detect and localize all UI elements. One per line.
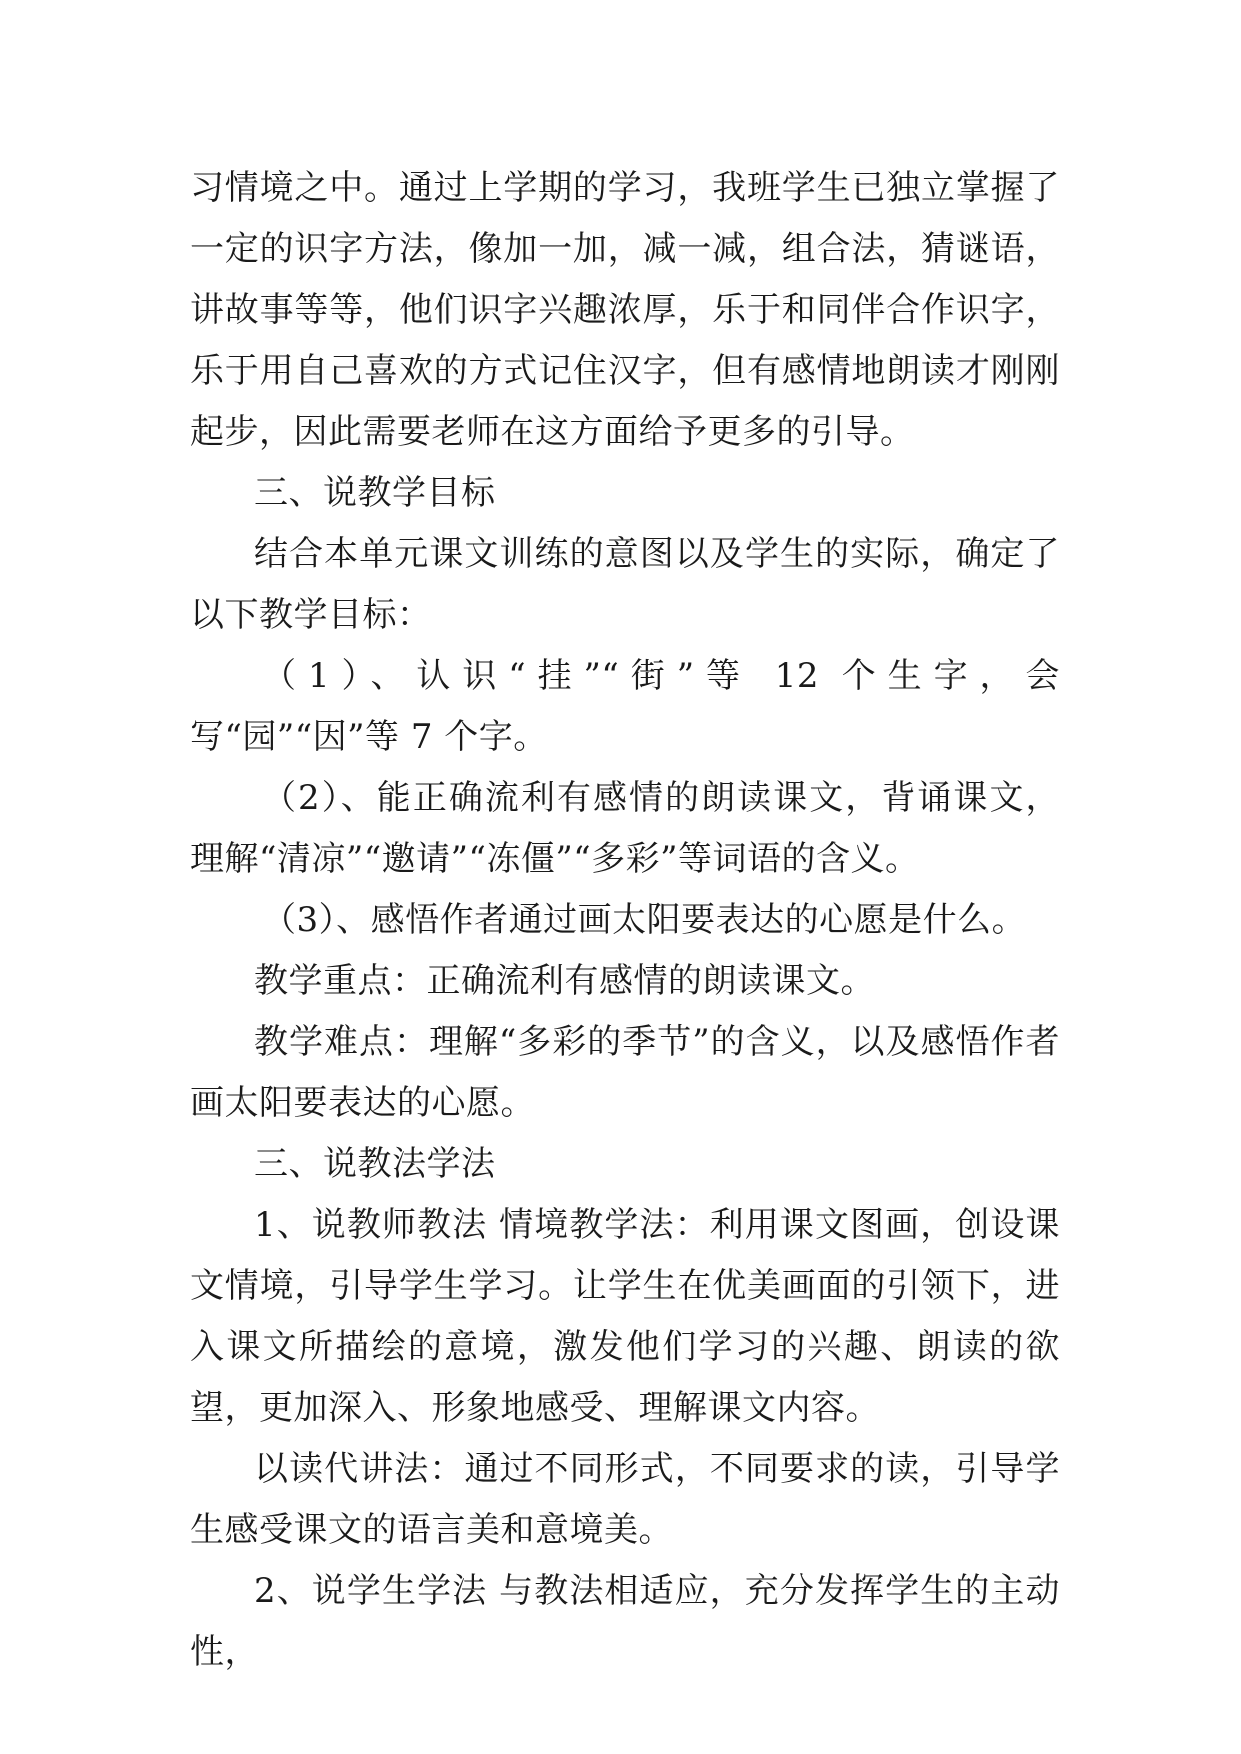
paragraph-teacher-method: 1、说教师教法 情境教学法：利用课文图画，创设课文情境，引导学生学习。让学生在优美画面的引领下，进入课文所描绘的意境，激发他们学习的兴趣、朗读的欲望，更加深入、形象地感受、理解课文内容。 [190, 1205, 1060, 1428]
document-body [190, 158, 1060, 1683]
paragraph-student-method: 2、说学生学法 与教法相适应，充分发挥学生的主动性， [190, 1571, 1060, 1672]
heading-teaching-goals: 三、说教学目标 [254, 473, 496, 513]
paragraph-key-point: 教学重点：正确流利有感情的朗读课文。 [254, 961, 875, 1001]
paragraph-difficult-point: 教学难点：理解“多彩的季节”的含义，以及感悟作者画太阳要表达的心愿。 [190, 1022, 1060, 1123]
paragraph-reading-method: 以读代讲法：通过不同形式，不同要求的读，引导学生感受课文的语言美和意境美。 [190, 1449, 1060, 1550]
paragraph-goals-intro: 结合本单元课文训练的意图以及学生的实际，确定了以下教学目标： [190, 534, 1060, 635]
paragraph-goal-3: （3）、感悟作者通过画太阳要表达的心愿是什么。 [262, 900, 1027, 940]
paragraph-goal-2: （2）、能正确流利有感情的朗读课文，背诵课文，理解“清凉”“邀请”“冻僵”“多彩”等词语的含义。 [190, 778, 1060, 879]
heading-teaching-methods: 三、说教法学法 [254, 1144, 496, 1184]
paragraph-goal-1: （1）、认识“挂”“街”等 12 个生字，会写“园”“因”等 7 个字。 [190, 656, 1060, 757]
paragraph-student-analysis: 习情境之中。通过上学期的学习，我班学生已独立掌握了一定的识字方法，像加一加，减一减，组合法，猜谜语，讲故事等等，他们识字兴趣浓厚，乐于和同伴合作识字，乐于用自己喜欢的方式记住汉字，但有感情地朗读才刚刚起步，因此需要老师在这方面给予更多的引导。 [190, 168, 1060, 452]
